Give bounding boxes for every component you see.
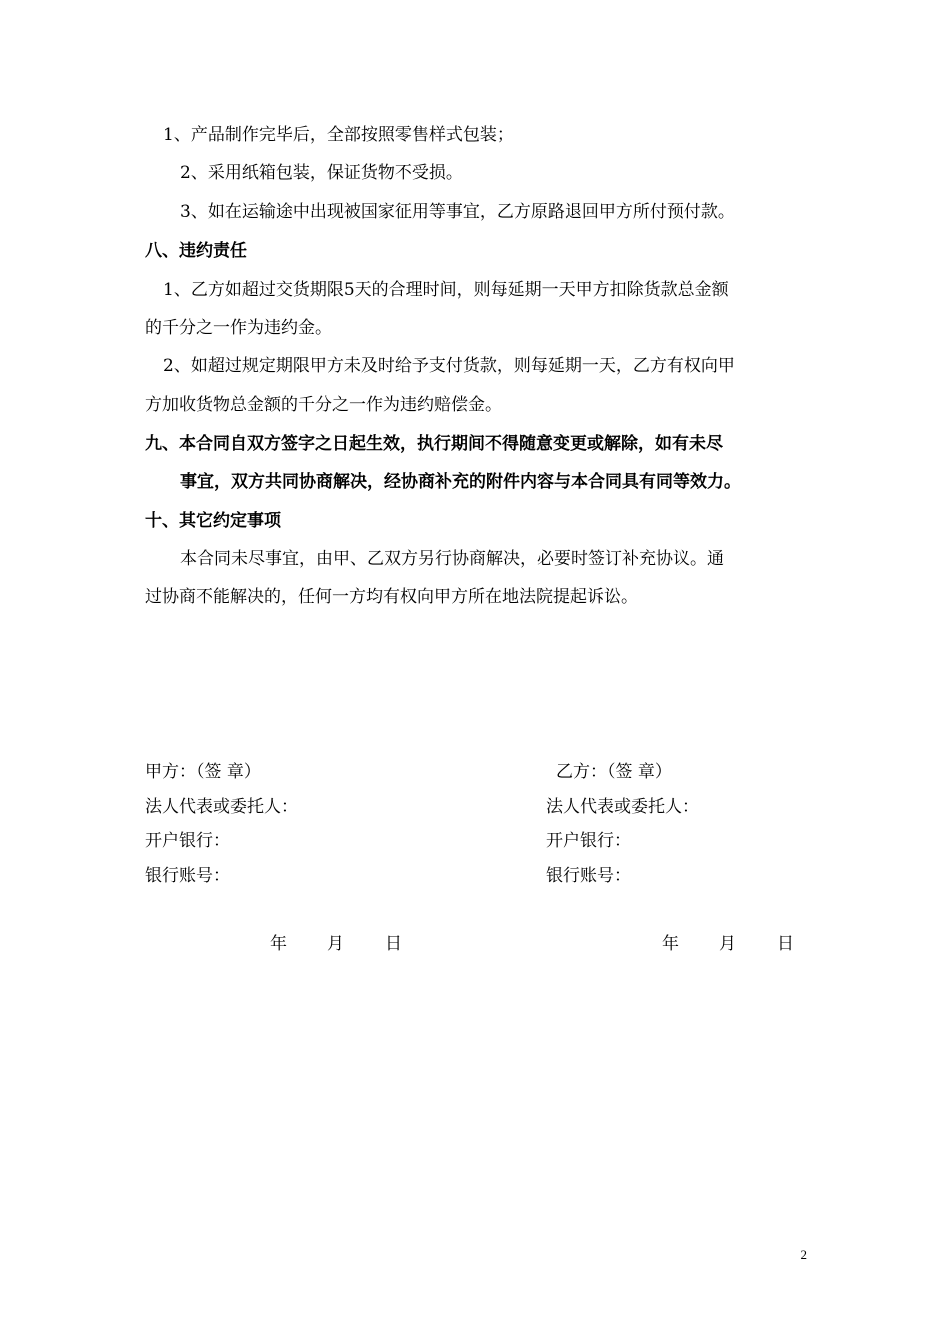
date-month-label: 月 bbox=[719, 934, 736, 954]
section-8-item-1-line-1: 1、乙方如超过交货期限5天的合理时间，则每延期一天甲方扣除货款总金额 bbox=[163, 280, 729, 300]
packing-item-3: 3、如在运输途中出现被国家征用等事宜，乙方原路退回甲方所付预付款。 bbox=[180, 202, 735, 222]
party-b-bank: 开户银行： bbox=[546, 831, 631, 851]
section-8-item-1-line-2: 的千分之一作为违约金。 bbox=[145, 318, 332, 338]
packing-item-1: 1、产品制作完毕后，全部按照零售样式包装； bbox=[163, 125, 514, 145]
party-a-bank: 开户银行： bbox=[145, 831, 230, 851]
date-year-label: 年 bbox=[270, 934, 287, 954]
party-a-representative: 法人代表或委托人： bbox=[145, 797, 298, 817]
party-a-account: 银行账号： bbox=[145, 866, 230, 886]
date-day-label: 日 bbox=[777, 934, 794, 954]
party-b-title: 乙方：（签 章） bbox=[556, 762, 672, 782]
date-day-label: 日 bbox=[385, 934, 402, 954]
date-year-label: 年 bbox=[662, 934, 679, 954]
party-b-account: 银行账号： bbox=[546, 866, 631, 886]
section-10-heading: 十、其它约定事项 bbox=[145, 511, 281, 531]
party-b-date bbox=[662, 934, 794, 954]
party-a-title: 甲方：（签 章） bbox=[145, 762, 261, 782]
section-10-paragraph-line-2: 过协商不能解决的，任何一方均有权向甲方所在地法院提起诉讼。 bbox=[145, 587, 638, 607]
page-number: 2 bbox=[800, 1247, 807, 1262]
date-month-label: 月 bbox=[327, 934, 344, 954]
packing-item-2: 2、采用纸箱包装，保证货物不受损。 bbox=[180, 163, 463, 183]
section-9-line-1: 九、本合同自双方签字之日起生效，执行期间不得随意变更或解除，如有未尽 bbox=[145, 434, 723, 454]
section-10-paragraph-line-1: 本合同未尽事宜，由甲、乙双方另行协商解决，必要时签订补充协议。通 bbox=[180, 549, 724, 569]
party-a-date bbox=[270, 934, 402, 954]
section-8-item-2-line-1: 2、如超过规定期限甲方未及时给予支付货款，则每延期一天，乙方有权向甲 bbox=[163, 356, 735, 376]
section-9-line-2: 事宜，双方共同协商解决，经协商补充的附件内容与本合同具有同等效力。 bbox=[180, 472, 741, 492]
section-8-item-2-line-2: 方加收货物总金额的千分之一作为违约赔偿金。 bbox=[145, 395, 502, 415]
section-8-heading: 八、违约责任 bbox=[145, 241, 247, 261]
party-b-representative: 法人代表或委托人： bbox=[546, 797, 699, 817]
